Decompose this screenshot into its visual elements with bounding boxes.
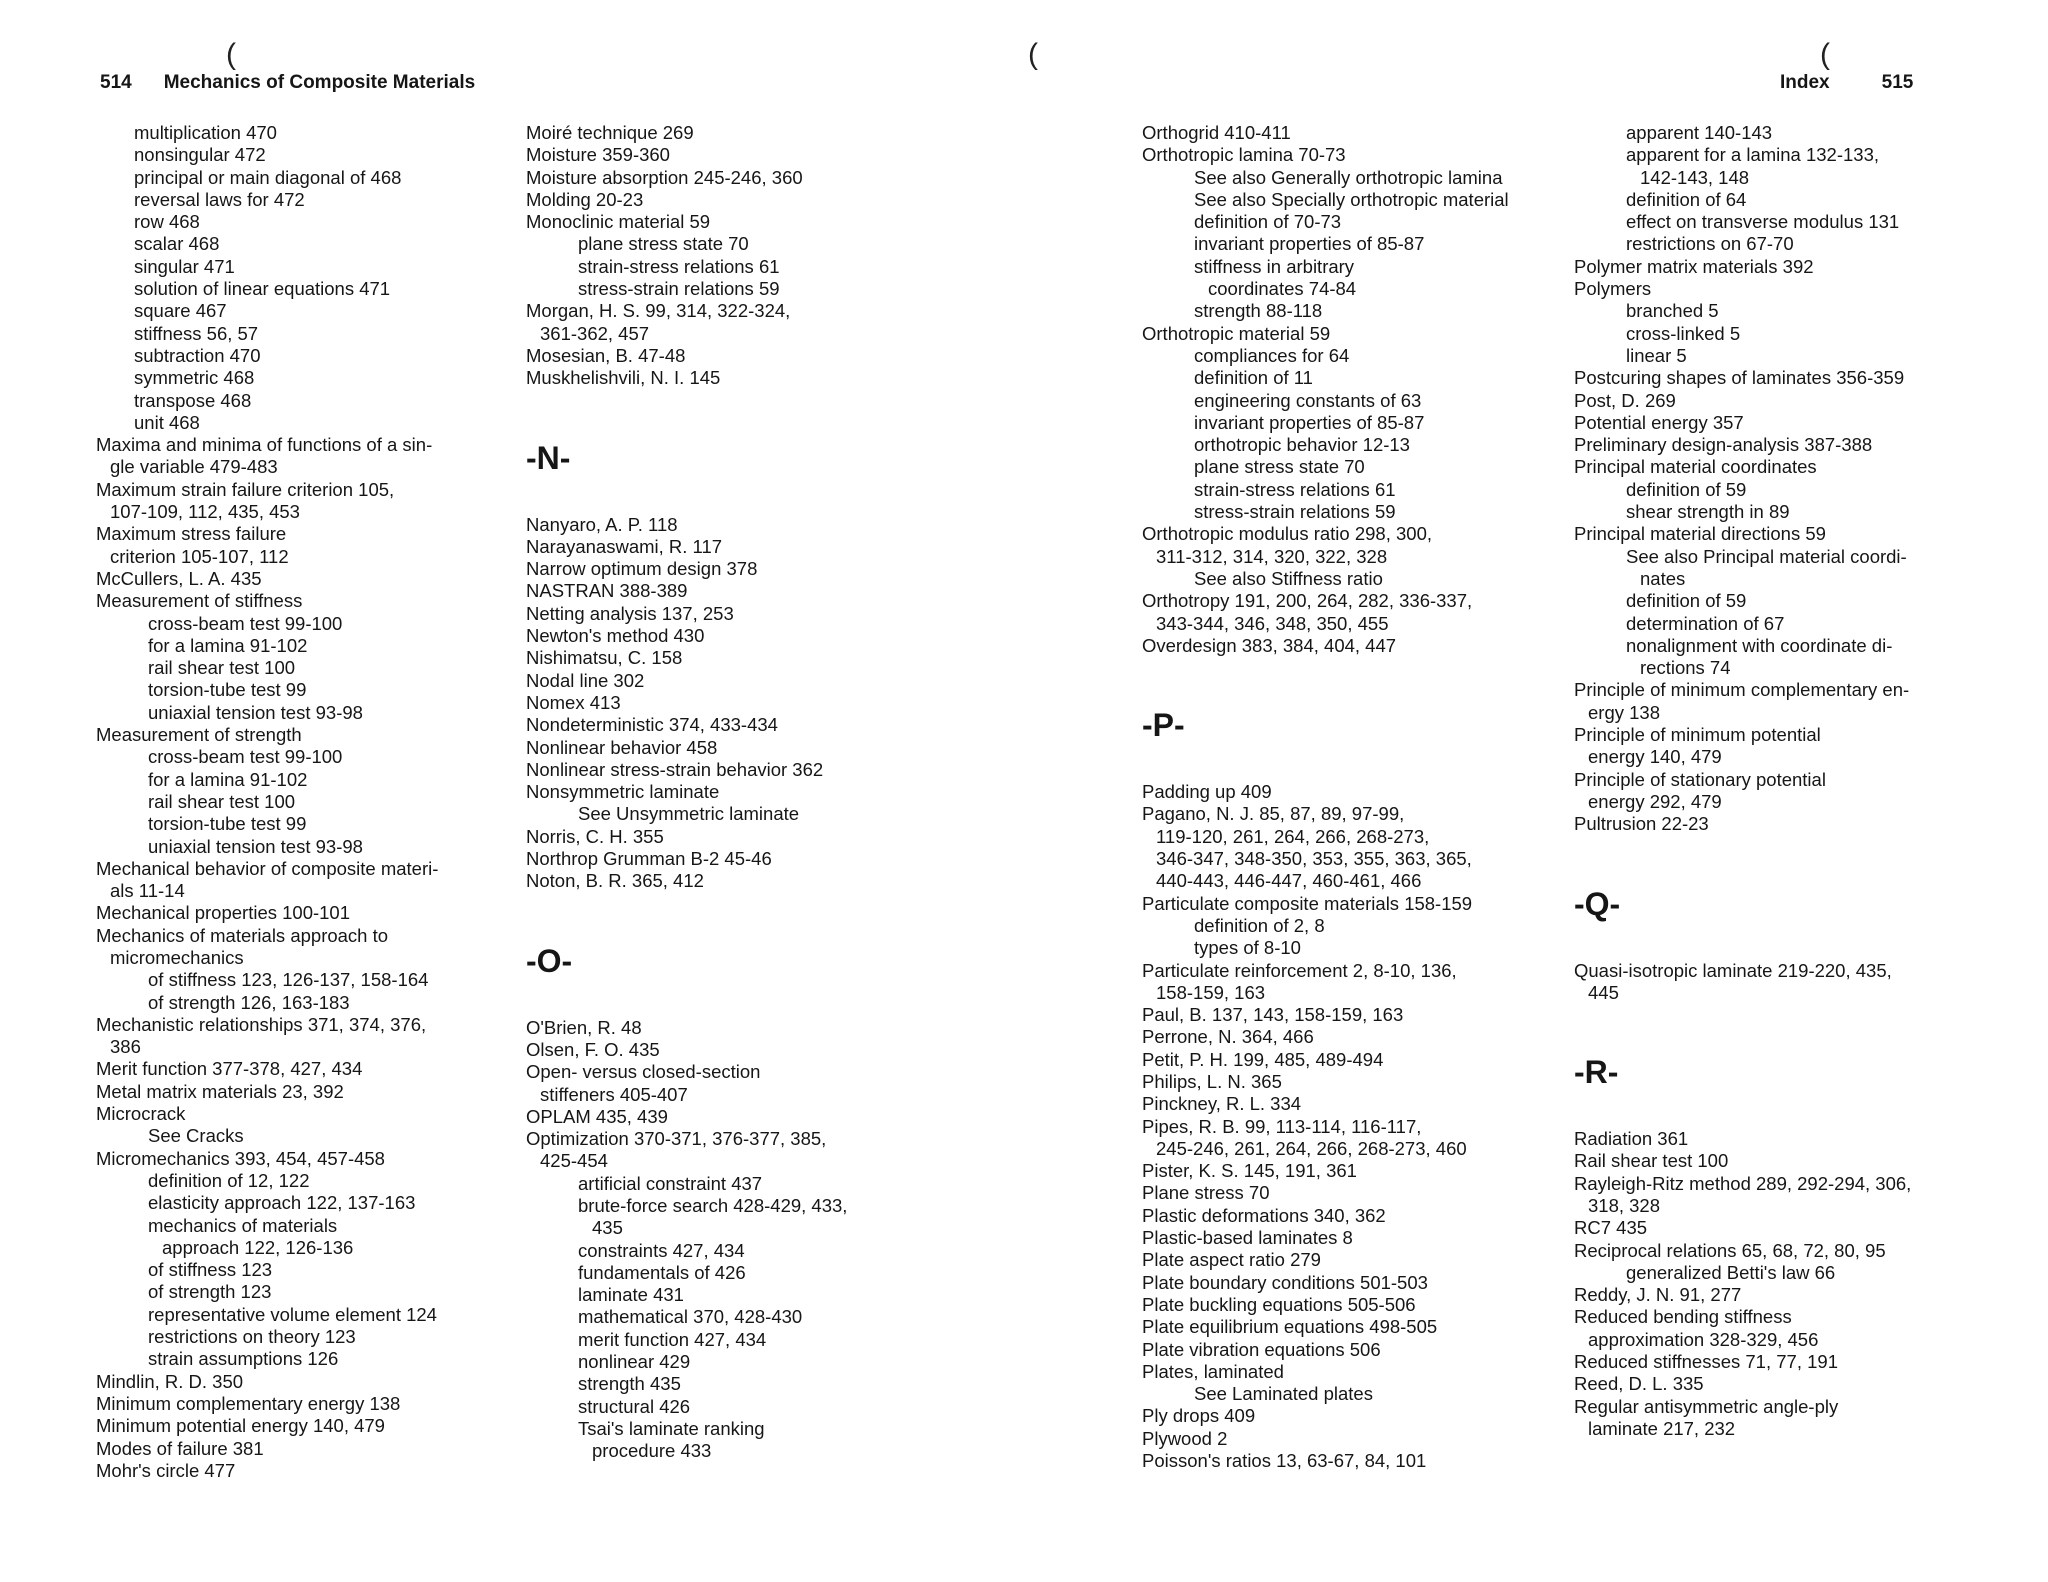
index-entry: Poisson's ratios 13, 63-67, 84, 101 bbox=[1142, 1450, 1427, 1472]
left-page-number: 514 bbox=[100, 72, 132, 93]
index-subentry: nates bbox=[1640, 567, 1686, 589]
index-entry: Pagano, N. J. 85, 87, 89, 97-99, bbox=[1142, 803, 1405, 825]
index-entry: Optimization 370-371, 376-377, 385, bbox=[526, 1128, 827, 1150]
index-subentry: reversal laws for 472 bbox=[134, 188, 305, 210]
index-entry: Reciprocal relations 65, 68, 72, 80, 95 bbox=[1574, 1239, 1886, 1261]
index-entry: Overdesign 383, 384, 404, 447 bbox=[1142, 634, 1397, 656]
index-subentry: 245-246, 261, 264, 266, 268-273, 460 bbox=[1156, 1137, 1467, 1159]
section-heading: -R- bbox=[1574, 1054, 1619, 1091]
index-entry: Maximum strain failure criterion 105, bbox=[96, 478, 395, 500]
index-subentry: definition of 59 bbox=[1626, 478, 1747, 500]
index-subentry: structural 426 bbox=[578, 1395, 691, 1417]
index-subentry: 107-109, 112, 435, 453 bbox=[110, 501, 300, 523]
index-subentry: gle variable 479-483 bbox=[110, 456, 278, 478]
index-subentry: 119-120, 261, 264, 266, 268-273, bbox=[1156, 825, 1430, 847]
index-subentry: cross-beam test 99-100 bbox=[148, 612, 343, 634]
left-book-title: Mechanics of Composite Materials bbox=[163, 72, 476, 93]
index-subentry: for a lamina 91-102 bbox=[148, 768, 308, 790]
index-subentry: als 11-14 bbox=[110, 880, 185, 902]
index-subentry: engineering constants of 63 bbox=[1194, 389, 1422, 411]
index-subentry: stiffness 56, 57 bbox=[134, 322, 259, 344]
index-subentry: See also Specially orthotropic material bbox=[1194, 188, 1509, 210]
index-entry: Olsen, F. O. 435 bbox=[526, 1038, 660, 1060]
index-subentry: subtraction 470 bbox=[134, 344, 261, 366]
index-entry: Principle of stationary potential bbox=[1574, 768, 1826, 790]
index-entry: Plastic deformations 340, 362 bbox=[1142, 1204, 1386, 1226]
index-subentry: nonlinear 429 bbox=[578, 1351, 691, 1373]
index-subentry: elasticity approach 122, 137-163 bbox=[148, 1192, 416, 1214]
index-entry: Measurement of strength bbox=[96, 724, 302, 746]
index-subentry: mechanics of materials bbox=[148, 1214, 338, 1236]
index-entry: Mechanical properties 100-101 bbox=[96, 902, 351, 924]
index-subentry: torsion-tube test 99 bbox=[148, 679, 307, 701]
index-subentry: plane stress state 70 bbox=[1194, 456, 1365, 478]
index-subentry: effect on transverse modulus 131 bbox=[1626, 211, 1900, 233]
index-subentry: 343-344, 346, 348, 350, 455 bbox=[1156, 612, 1389, 634]
index-entry: Narrow optimum design 378 bbox=[526, 558, 758, 580]
index-subentry: for a lamina 91-102 bbox=[148, 634, 308, 656]
index-subentry: 361-362, 457 bbox=[540, 322, 650, 344]
index-entry: Rayleigh-Ritz method 289, 292-294, 306, bbox=[1574, 1172, 1912, 1194]
index-entry: Open- versus closed-section bbox=[526, 1061, 761, 1083]
index-entry: Molding 20-23 bbox=[526, 188, 644, 210]
index-subentry: definition of 11 bbox=[1194, 367, 1313, 389]
index-entry: Principle of minimum potential bbox=[1574, 724, 1821, 746]
index-subentry: See also Generally orthotropic lamina bbox=[1194, 166, 1503, 188]
index-entry: Orthotropic lamina 70-73 bbox=[1142, 144, 1346, 166]
index-entry: Plane stress 70 bbox=[1142, 1182, 1270, 1204]
index-subentry: nonalignment with coordinate di- bbox=[1626, 634, 1893, 656]
index-entry: Mindlin, R. D. 350 bbox=[96, 1370, 244, 1392]
index-entry: Netting analysis 137, 253 bbox=[526, 602, 734, 624]
index-entry: Reddy, J. N. 91, 277 bbox=[1574, 1284, 1742, 1306]
index-entry: Padding up 409 bbox=[1142, 781, 1272, 803]
index-entry: Radiation 361 bbox=[1574, 1128, 1689, 1150]
index-subentry: cross-linked 5 bbox=[1626, 322, 1741, 344]
index-subentry: approach 122, 126-136 bbox=[162, 1236, 354, 1258]
index-subentry: brute-force search 428-429, 433, bbox=[578, 1194, 848, 1216]
index-entry: Potential energy 357 bbox=[1574, 411, 1744, 433]
index-subentry: cross-beam test 99-100 bbox=[148, 746, 343, 768]
index-entry: Plastic-based laminates 8 bbox=[1142, 1227, 1353, 1249]
index-subentry: rail shear test 100 bbox=[148, 790, 296, 812]
index-entry: Metal matrix materials 23, 392 bbox=[96, 1080, 344, 1102]
index-entry: Measurement of stiffness bbox=[96, 590, 303, 612]
scan-margin-mark: ( bbox=[226, 38, 236, 71]
index-entry: Plate boundary conditions 501-503 bbox=[1142, 1271, 1428, 1293]
index-entry: Particulate reinforcement 2, 8-10, 136, bbox=[1142, 959, 1457, 981]
index-subentry: uniaxial tension test 93-98 bbox=[148, 835, 363, 857]
right-section-title: Index bbox=[1780, 72, 1830, 93]
index-subentry: apparent for a lamina 132-133, bbox=[1626, 144, 1880, 166]
index-subentry: solution of linear equations 471 bbox=[134, 278, 391, 300]
index-entry: Polymer matrix materials 392 bbox=[1574, 255, 1814, 277]
index-entry: Mohr's circle 477 bbox=[96, 1459, 236, 1481]
index-entry: Modes of failure 381 bbox=[96, 1437, 264, 1459]
index-subentry: 440-443, 446-447, 460-461, 466 bbox=[1156, 870, 1422, 892]
index-subentry: mathematical 370, 428-430 bbox=[578, 1306, 803, 1328]
index-entry: Plate vibration equations 506 bbox=[1142, 1338, 1381, 1360]
index-subentry: energy 140, 479 bbox=[1588, 746, 1722, 768]
index-subentry: shear strength in 89 bbox=[1626, 501, 1790, 523]
index-subentry: determination of 67 bbox=[1626, 612, 1785, 634]
section-heading: -N- bbox=[526, 439, 571, 476]
index-subentry: scalar 468 bbox=[134, 233, 220, 255]
index-subentry: definition of 2, 8 bbox=[1194, 914, 1325, 936]
index-subentry: fundamentals of 426 bbox=[578, 1261, 746, 1283]
index-entry: Nanyaro, A. P. 118 bbox=[526, 513, 678, 535]
index-entry: Plate equilibrium equations 498-505 bbox=[1142, 1316, 1438, 1338]
index-entry: RC7 435 bbox=[1574, 1217, 1648, 1239]
index-subentry: invariant properties of 85-87 bbox=[1194, 411, 1425, 433]
index-entry: Merit function 377-378, 427, 434 bbox=[96, 1058, 363, 1080]
index-subentry: transpose 468 bbox=[134, 389, 252, 411]
index-subentry: micromechanics bbox=[110, 946, 244, 968]
index-entry: Orthogrid 410-411 bbox=[1142, 122, 1291, 143]
index-entry: Nonlinear stress-strain behavior 362 bbox=[526, 758, 824, 780]
index-entry: Minimum complementary energy 138 bbox=[96, 1392, 401, 1414]
index-entry: Post, D. 269 bbox=[1574, 389, 1676, 411]
index-column-2 bbox=[526, 122, 956, 1463]
index-entry: Minimum potential energy 140, 479 bbox=[96, 1415, 385, 1437]
index-subentry: compliances for 64 bbox=[1194, 344, 1350, 366]
index-entry: Northrop Grumman B-2 45-46 bbox=[526, 848, 772, 870]
index-subentry: 425-454 bbox=[540, 1150, 608, 1172]
index-subentry: 318, 328 bbox=[1588, 1194, 1661, 1216]
index-entry: Narayanaswami, R. 117 bbox=[526, 535, 723, 557]
index-subentry: See also Stiffness ratio bbox=[1194, 567, 1383, 589]
index-entry: Noton, B. R. 365, 412 bbox=[526, 870, 704, 892]
index-entry: Mechanistic relationships 371, 374, 376, bbox=[96, 1013, 427, 1035]
left-running-head bbox=[100, 72, 475, 94]
index-subentry: See also Principal material coordi- bbox=[1626, 545, 1907, 567]
index-subentry: See Cracks bbox=[148, 1125, 244, 1147]
index-subentry: strain-stress relations 61 bbox=[1194, 478, 1396, 500]
right-running-head bbox=[1780, 72, 1913, 94]
index-subentry: 346-347, 348-350, 353, 355, 363, 365, bbox=[1156, 848, 1472, 870]
index-subentry: orthotropic behavior 12-13 bbox=[1194, 434, 1410, 456]
index-entry: Reduced stiffnesses 71, 77, 191 bbox=[1574, 1351, 1838, 1373]
section-heading: -Q- bbox=[1574, 885, 1621, 922]
index-subentry: generalized Betti's law 66 bbox=[1626, 1261, 1836, 1283]
index-subentry: rail shear test 100 bbox=[148, 657, 296, 679]
index-subentry: of strength 123 bbox=[148, 1281, 272, 1303]
index-subentry: laminate 217, 232 bbox=[1588, 1417, 1736, 1439]
index-subentry: unit 468 bbox=[134, 411, 200, 433]
index-subentry: See Unsymmetric laminate bbox=[578, 803, 800, 825]
index-entry: Pister, K. S. 145, 191, 361 bbox=[1142, 1160, 1357, 1182]
index-entry: Newton's method 430 bbox=[526, 625, 705, 647]
index-entry: Philips, L. N. 365 bbox=[1142, 1070, 1282, 1092]
index-entry: Rail shear test 100 bbox=[1574, 1150, 1729, 1172]
index-subentry: stiffness in arbitrary bbox=[1194, 255, 1355, 277]
index-subentry: restrictions on 67-70 bbox=[1626, 233, 1794, 255]
index-column-3 bbox=[1142, 122, 1572, 1472]
index-entry: Reduced bending stiffness bbox=[1574, 1306, 1792, 1328]
index-subentry: See Laminated plates bbox=[1194, 1383, 1373, 1405]
index-entry: Pinckney, R. L. 334 bbox=[1142, 1093, 1302, 1115]
index-subentry: strength 88-118 bbox=[1194, 300, 1323, 322]
index-entry: Norris, C. H. 355 bbox=[526, 825, 664, 847]
index-subentry: types of 8-10 bbox=[1194, 937, 1301, 959]
index-subentry: stress-strain relations 59 bbox=[578, 278, 780, 300]
index-entry: Muskhelishvili, N. I. 145 bbox=[526, 367, 721, 389]
index-entry: Plates, laminated bbox=[1142, 1360, 1284, 1382]
index-entry: Regular antisymmetric angle-ply bbox=[1574, 1395, 1839, 1417]
index-entry: Ply drops 409 bbox=[1142, 1405, 1256, 1427]
index-entry: Orthotropic material 59 bbox=[1142, 322, 1331, 344]
index-subentry: Tsai's laminate ranking bbox=[578, 1417, 765, 1439]
index-subentry: merit function 427, 434 bbox=[578, 1328, 767, 1350]
index-entry: Reed, D. L. 335 bbox=[1574, 1373, 1704, 1395]
index-subentry: torsion-tube test 99 bbox=[148, 813, 307, 835]
index-subentry: definition of 70-73 bbox=[1194, 211, 1342, 233]
index-entry: Petit, P. H. 199, 485, 489-494 bbox=[1142, 1048, 1384, 1070]
index-entry: Nomex 413 bbox=[526, 691, 621, 713]
index-subentry: 445 bbox=[1588, 981, 1619, 1003]
index-entry: Principle of minimum complementary en- bbox=[1574, 679, 1910, 701]
scan-margin-mark: ( bbox=[1028, 38, 1038, 71]
index-entry: Moiré technique 269 bbox=[526, 122, 694, 143]
index-subentry: 142-143, 148 bbox=[1640, 166, 1750, 188]
index-subentry: invariant properties of 85-87 bbox=[1194, 233, 1425, 255]
index-subentry: multiplication 470 bbox=[134, 122, 277, 143]
index-entry: Maxima and minima of functions of a sin- bbox=[96, 434, 433, 456]
index-entry: Paul, B. 137, 143, 158-159, 163 bbox=[1142, 1004, 1404, 1026]
index-entry: Plate aspect ratio 279 bbox=[1142, 1249, 1321, 1271]
index-subentry: 311-312, 314, 320, 322, 328 bbox=[1156, 545, 1388, 567]
index-subentry: artificial constraint 437 bbox=[578, 1172, 763, 1194]
index-subentry: stress-strain relations 59 bbox=[1194, 501, 1396, 523]
index-entry: Nonsymmetric laminate bbox=[526, 781, 720, 803]
index-subentry: ergy 138 bbox=[1588, 701, 1660, 723]
index-entry: Pipes, R. B. 99, 113-114, 116-117, bbox=[1142, 1115, 1422, 1137]
index-entry: McCullers, L. A. 435 bbox=[96, 567, 262, 589]
index-entry: Postcuring shapes of laminates 356-359 bbox=[1574, 367, 1905, 389]
index-entry: Nondeterministic 374, 433-434 bbox=[526, 714, 778, 736]
index-entry: Pultrusion 22-23 bbox=[1574, 813, 1709, 835]
index-entry: Maximum stress failure bbox=[96, 523, 287, 545]
index-subentry: definition of 59 bbox=[1626, 590, 1747, 612]
section-heading: -P- bbox=[1142, 707, 1185, 744]
index-subentry: singular 471 bbox=[134, 255, 235, 277]
index-entry: OPLAM 435, 439 bbox=[526, 1105, 668, 1127]
index-entry: Quasi-isotropic laminate 219-220, 435, bbox=[1574, 959, 1892, 981]
index-entry: Monoclinic material 59 bbox=[526, 211, 711, 233]
index-entry: Nonlinear behavior 458 bbox=[526, 736, 718, 758]
index-entry: Perrone, N. 364, 466 bbox=[1142, 1026, 1314, 1048]
index-column-4 bbox=[1574, 122, 2004, 1440]
index-entry: Principal material directions 59 bbox=[1574, 523, 1826, 545]
index-subentry: nonsingular 472 bbox=[134, 144, 266, 166]
index-subentry: strength 435 bbox=[578, 1373, 681, 1395]
index-subentry: rections 74 bbox=[1640, 657, 1731, 679]
index-subentry: branched 5 bbox=[1626, 300, 1719, 322]
index-subentry: representative volume element 124 bbox=[148, 1303, 437, 1325]
index-column-1 bbox=[96, 122, 526, 1482]
index-entry: Principal material coordinates bbox=[1574, 456, 1817, 478]
index-subentry: row 468 bbox=[134, 211, 200, 233]
index-subentry: coordinates 74-84 bbox=[1208, 278, 1357, 300]
index-entry: Orthotropy 191, 200, 264, 282, 336-337, bbox=[1142, 590, 1473, 612]
index-entry: Plate buckling equations 505-506 bbox=[1142, 1293, 1416, 1315]
index-subentry: principal or main diagonal of 468 bbox=[134, 166, 402, 188]
index-subentry: symmetric 468 bbox=[134, 367, 255, 389]
index-entry: Nishimatsu, C. 158 bbox=[526, 647, 683, 669]
section-heading: -O- bbox=[526, 942, 573, 979]
index-subentry: constraints 427, 434 bbox=[578, 1239, 745, 1261]
index-entry: Morgan, H. S. 99, 314, 322-324, bbox=[526, 300, 791, 322]
index-entry: Orthotropic modulus ratio 298, 300, bbox=[1142, 523, 1432, 545]
index-entry: Moisture 359-360 bbox=[526, 144, 670, 166]
index-entry: O'Brien, R. 48 bbox=[526, 1016, 642, 1038]
index-subentry: of stiffness 123, 126-137, 158-164 bbox=[148, 969, 429, 991]
index-subentry: apparent 140-143 bbox=[1626, 122, 1773, 143]
index-subentry: definition of 64 bbox=[1626, 188, 1747, 210]
index-entry: Polymers bbox=[1574, 278, 1652, 300]
index-entry: Mosesian, B. 47-48 bbox=[526, 344, 686, 366]
right-page-number: 515 bbox=[1881, 72, 1914, 93]
scan-margin-mark: ( bbox=[1820, 38, 1830, 71]
index-subentry: criterion 105-107, 112 bbox=[110, 545, 289, 567]
index-subentry: plane stress state 70 bbox=[578, 233, 749, 255]
index-subentry: 435 bbox=[592, 1217, 623, 1239]
index-entry: Particulate composite materials 158-159 bbox=[1142, 892, 1473, 914]
index-subentry: approximation 328-329, 456 bbox=[1588, 1328, 1819, 1350]
index-entry: NASTRAN 388-389 bbox=[526, 580, 688, 602]
index-entry: Preliminary design-analysis 387-388 bbox=[1574, 434, 1873, 456]
index-subentry: linear 5 bbox=[1626, 344, 1687, 366]
index-subentry: 386 bbox=[110, 1036, 141, 1058]
index-subentry: uniaxial tension test 93-98 bbox=[148, 701, 363, 723]
index-entry: Micromechanics 393, 454, 457-458 bbox=[96, 1147, 385, 1169]
index-subentry: strain assumptions 126 bbox=[148, 1348, 339, 1370]
index-subentry: 158-159, 163 bbox=[1156, 981, 1266, 1003]
index-entry: Microcrack bbox=[96, 1103, 186, 1125]
index-entry: Nodal line 302 bbox=[526, 669, 645, 691]
index-subentry: definition of 12, 122 bbox=[148, 1169, 310, 1191]
index-entry: Mechanics of materials approach to bbox=[96, 924, 389, 946]
index-subentry: procedure 433 bbox=[592, 1440, 712, 1462]
index-entry: Moisture absorption 245-246, 360 bbox=[526, 166, 803, 188]
index-subentry: of stiffness 123 bbox=[148, 1259, 273, 1281]
index-entry: Mechanical behavior of composite materi- bbox=[96, 857, 439, 879]
index-subentry: energy 292, 479 bbox=[1588, 790, 1722, 812]
index-subentry: restrictions on theory 123 bbox=[148, 1326, 356, 1348]
index-subentry: laminate 431 bbox=[578, 1284, 684, 1306]
index-subentry: of strength 126, 163-183 bbox=[148, 991, 350, 1013]
index-subentry: square 467 bbox=[134, 300, 227, 322]
index-subentry: stiffeners 405-407 bbox=[540, 1083, 688, 1105]
index-entry: Plywood 2 bbox=[1142, 1427, 1228, 1449]
index-subentry: strain-stress relations 61 bbox=[578, 255, 780, 277]
